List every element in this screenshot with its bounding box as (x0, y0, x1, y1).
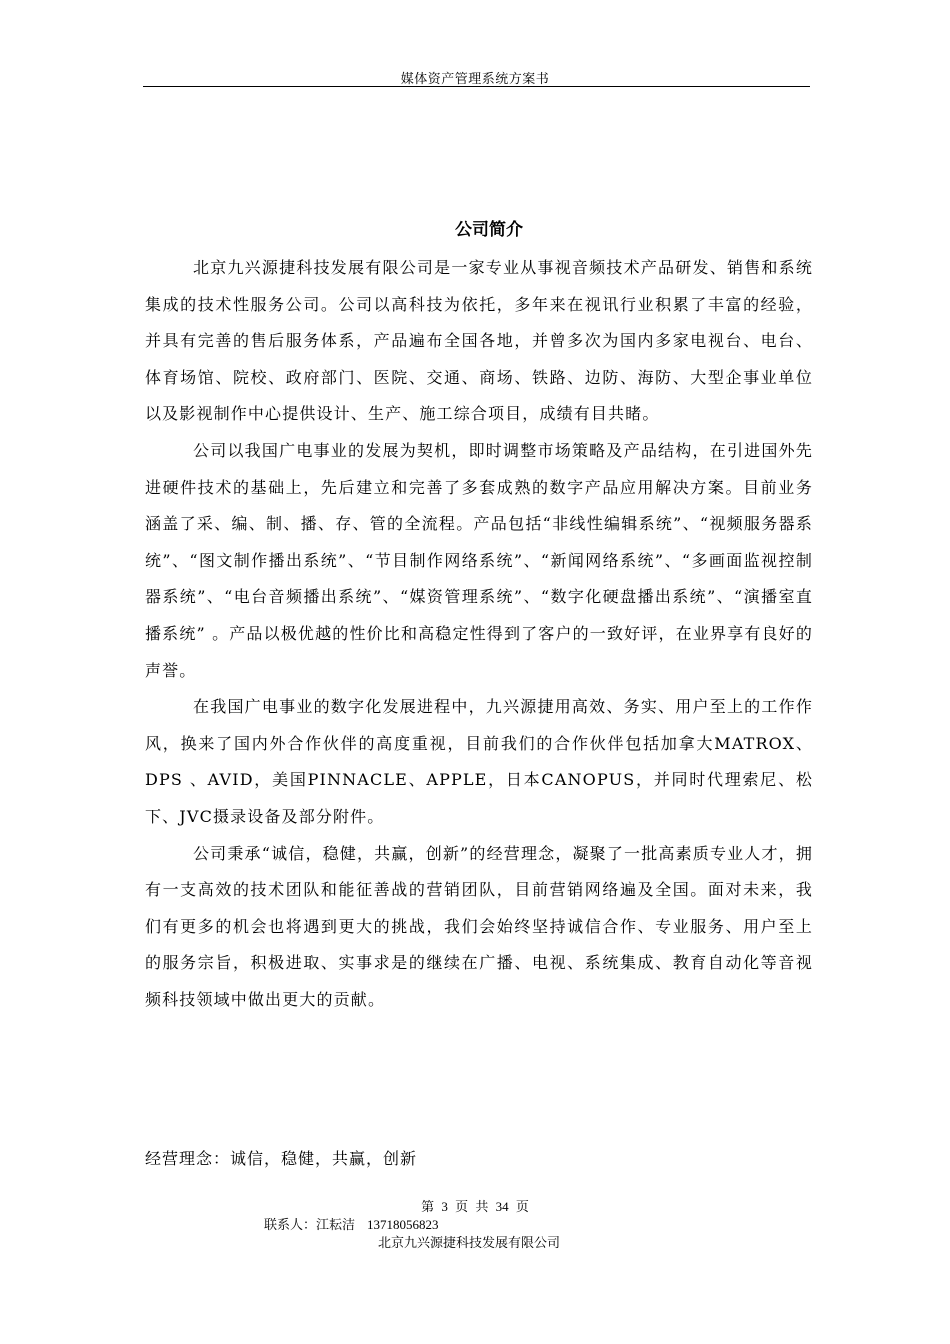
contact-phone: 13718056823 (367, 1217, 439, 1232)
contact-name: 联系人：江耘洁 (264, 1217, 356, 1232)
page-number: 第 3 页 共 34 页 (421, 1199, 529, 1214)
document-header-title: 媒体资产管理系统方案书 (400, 71, 550, 86)
paragraph-intro: 北京九兴源捷科技发展有限公司是一家专业从事视音频技术产品研发、销售和系统集成的技术性服务公司。公司以高科技为依托，多年来在视讯行业积累了丰富的经验，并具有完善的售后服务体系，产品遍布全国各地，并曾多次为国内多家电视台、电台、体育场馆、院校、政府部门、医院、交通、商场、铁路、边防、海防、大型企事业单位以及影视制作中心提供设计、生产、施工综合项目，成绩有目共睹。 (145, 258, 813, 424)
paragraph-philosophy: 公司秉承“诚信，稳健，共赢，创新”的经营理念，凝聚了一批高素质专业人才，拥有一支高效的技术团队和能征善战的营销团队，目前营销网络遍及全国。面对未来，我们有更多的机会也将遇到更大的挑战，我们会始终坚持诚信合作、专业服务、用户至上的服务宗旨，积极进取、实事求是的继续在广播、电视、系统集成、教育自动化等音视频科技领域中做出更大的贡献。 (145, 843, 813, 1009)
business-motto: 经营理念：诚信，稳健，共赢，创新 (145, 1149, 418, 1168)
footer-contact (264, 1214, 439, 1233)
header-divider (143, 86, 810, 87)
footer-company-name: 北京九兴源捷科技发展有限公司 (378, 1235, 561, 1250)
section-title: 公司简介 (455, 220, 523, 240)
document-body (145, 216, 813, 1018)
paragraph-products: 公司以我国广电事业的发展为契机，即时调整市场策略及产品结构，在引进国外先进硬件技术的基础上，先后建立和完善了多套成熟的数字产品应用解决方案。目前业务涵盖了采、编、制、播、存、管的全流程。产品包括“非线性编辑系统”、“视频服务器系统”、“图文制作播出系统”、“节目制作网络系统”、“新闻网络系统”、“多画面监视控制器系统”、“电台音频播出系统”、“媒资管理系统”、“数字化硬盘播出系统”、“演播室直播系统” 。产品以极优越的性价比和高稳定性得到了客户的一致好评，在业界享有良好的声誉。 (145, 440, 813, 680)
paragraph-partners: 在我国广电事业的数字化发展进程中，九兴源捷用高效、务实、用户至上的工作作风，换来了国内外合作伙伴的高度重视，目前我们的合作伙伴包括加拿大MATROX、DPS 、AVID，美国PINNACLE、APPLE，日本CANOPUS，并同时代理索尼、松下、JVC摄录设备及部分附件。 (145, 697, 813, 826)
